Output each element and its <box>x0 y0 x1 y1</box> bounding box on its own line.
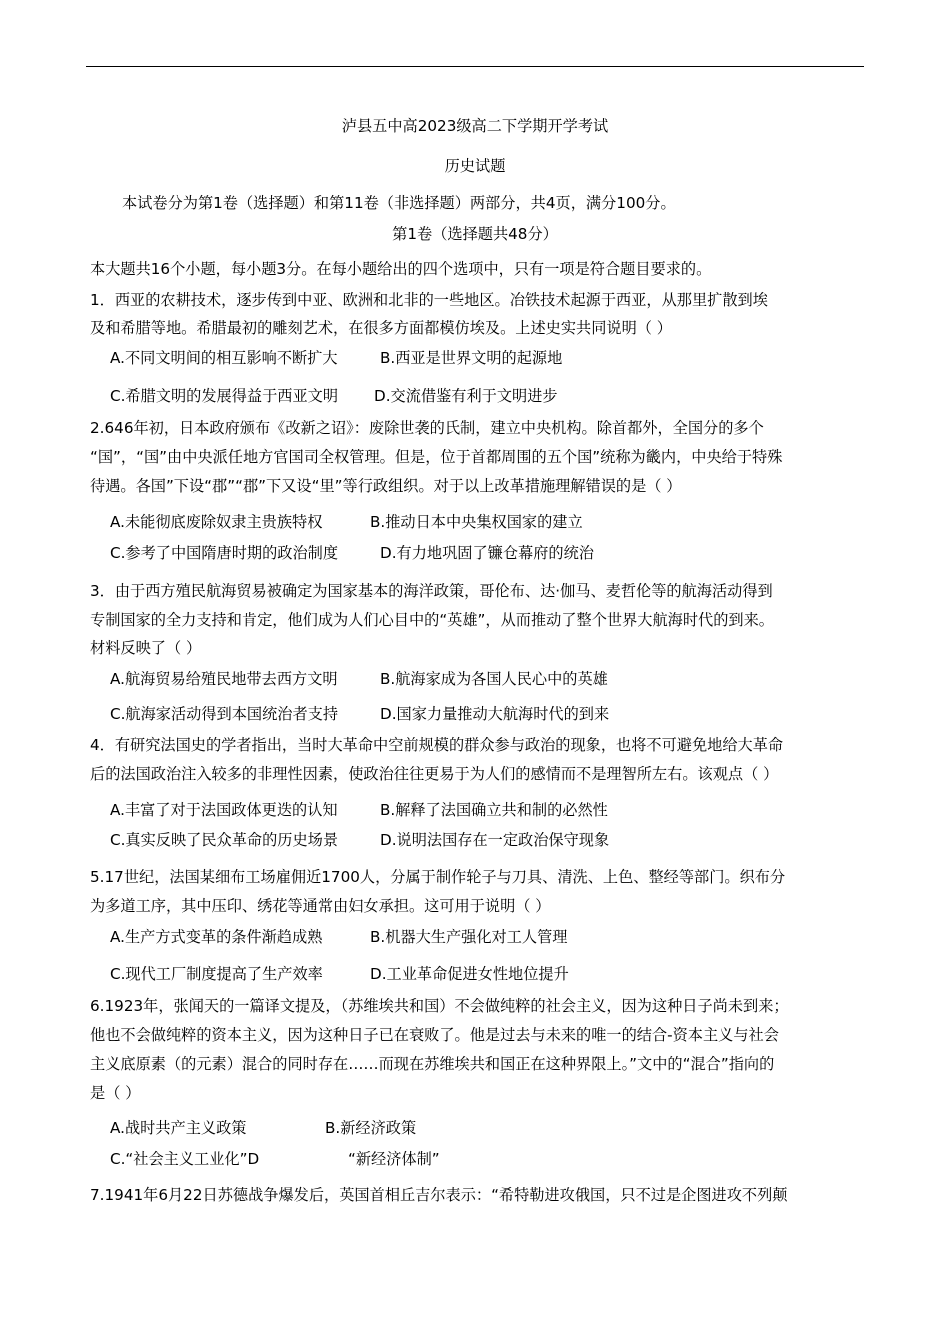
question-stem-line: 3．由于西方殖民航海贸易被确定为国家基本的海洋政策，哥伦布、达·伽马、麦哲伦等的航海活动得到 <box>90 582 773 600</box>
option-b: B.解释了法国确立共和制的必然性 <box>380 801 608 819</box>
option-a: A.战时共产主义政策 <box>110 1119 247 1137</box>
question-stem-line: 专制国家的全力支持和肯定，他们成为人们心目中的“英雄”，从而推动了整个世界大航海时代的到来。 <box>90 611 774 629</box>
question-stem-line: 7.1941年6月22日苏德战争爆发后，英国首相丘吉尔表示：“希特勒进攻俄国，只不过是企图进攻不列颠 <box>90 1186 788 1204</box>
option-a: A.丰富了对于法国政体更迭的认知 <box>110 801 338 819</box>
option-c: C.“社会主义工业化”D <box>110 1150 260 1168</box>
header-rule <box>86 66 864 67</box>
question-stem-line: 1．西亚的农耕技术，逐步传到中亚、欧洲和北非的一些地区。冶铁技术起源于西亚，从那里扩散到埃 <box>90 291 768 309</box>
question-stem-line: 5.17世纪，法国某细布工场雇佣近1700人，分属于制作轮子与刀具、清洗、上色、整经等部门。织布分 <box>90 868 786 886</box>
option-b: B.新经济政策 <box>325 1119 417 1137</box>
option-a: A.不同文明间的相互影响不断扩大 <box>110 349 338 367</box>
question-stem-line: 材料反映了（ ） <box>90 639 202 657</box>
question-stem-line: 主义底原素（的元素）混合的同时存在……而现在苏维埃共和国正在这种界限上。”文中的“混合”指向的 <box>90 1055 775 1073</box>
option-d: D.交流借鉴有利于文明进步 <box>374 387 558 405</box>
exam-subtitle: 历史试题 <box>444 157 506 175</box>
exam-title: 泸县五中高2023级高二下学期开学考试 <box>341 117 609 135</box>
option-c: C.现代工厂制度提高了生产效率 <box>110 965 323 983</box>
option-d: D.说明法国存在一定政治保守现象 <box>380 831 610 849</box>
question-stem-line: 他也不会做纯粹的资本主义，因为这种日子已在衰败了。他是过去与未来的唯一的结合-资本主义与社会 <box>90 1026 779 1044</box>
question-stem-line: 后的法国政治注入较多的非理性因素，使政治往往更易于为人们的感情而不是理智所左右。该观点（ ） <box>90 765 779 783</box>
question-stem-line: “国”，“国”由中央派任地方官国司全权管理。但是，位于首都周围的五个国”统称为畿内，中央给于特殊 <box>90 448 783 466</box>
option-b: B.推动日本中央集权国家的建立 <box>370 513 583 531</box>
option-a: A.生产方式变革的条件渐趋成熟 <box>110 928 323 946</box>
option-a: A.未能彻底废除奴隶主贵族特权 <box>110 513 323 531</box>
question-stem-line: 为多道工序，其中压印、绣花等通常由妇女承担。这可用于说明（ ） <box>90 897 551 915</box>
option-b: B.西亚是世界文明的起源地 <box>380 349 563 367</box>
option-c: C.航海家活动得到本国统治者支持 <box>110 705 339 723</box>
option-d: “新经济体制” <box>348 1150 440 1168</box>
option-d: D.工业革命促进女性地位提升 <box>370 965 569 983</box>
question-stem-line: 2.646年初，日本政府颁布《改新之诏》：废除世袭的氏制，建立中央机构。除首都外，全国分的多个 <box>90 419 764 437</box>
option-c: C.参考了中国隋唐时期的政治制度 <box>110 544 339 562</box>
option-d: D.国家力量推动大航海时代的到来 <box>380 705 610 723</box>
option-b: B.航海家成为各国人民心中的英雄 <box>380 670 608 688</box>
question-stem-line: 6.1923年，张闻天的一篇译文提及，（苏维埃共和国）不会做纯粹的社会主义，因为这种日子尚未到来； <box>90 997 789 1015</box>
question-stem-line: 及和希腊等地。希腊最初的雕刻艺术，在很多方面都模仿埃及。上述史实共同说明（ ） <box>90 319 672 337</box>
exam-intro: 本试卷分为第1卷（选择题）和第11卷（非选择题）两部分，共4页，满分100分。 <box>122 194 676 212</box>
option-c: C.真实反映了民众革命的历史场景 <box>110 831 339 849</box>
section-instructions: 本大题共16个小题，每小题3分。在每小题给出的四个选项中，只有一项是符合题目要求的。 <box>90 260 712 278</box>
option-b: B.机器大生产强化对工人管理 <box>370 928 568 946</box>
question-stem-line: 是（ ） <box>90 1084 141 1102</box>
option-a: A.航海贸易给殖民地带去西方文明 <box>110 670 338 688</box>
question-stem-line: 待遇。各国”下设“郡”“郡”下又设“里”等行政组织。对于以上改革措施理解错误的是（ ） <box>90 477 682 495</box>
option-c: C.希腊文明的发展得益于西亚文明 <box>110 387 339 405</box>
option-d: D.有力地巩固了镰仓幕府的统治 <box>380 544 594 562</box>
section-title: 第1卷（选择题共48分） <box>392 225 558 243</box>
question-stem-line: 4．有研究法国史的学者指出，当时大革命中空前规模的群众参与政治的现象，也将不可避免地给大革命 <box>90 736 784 754</box>
